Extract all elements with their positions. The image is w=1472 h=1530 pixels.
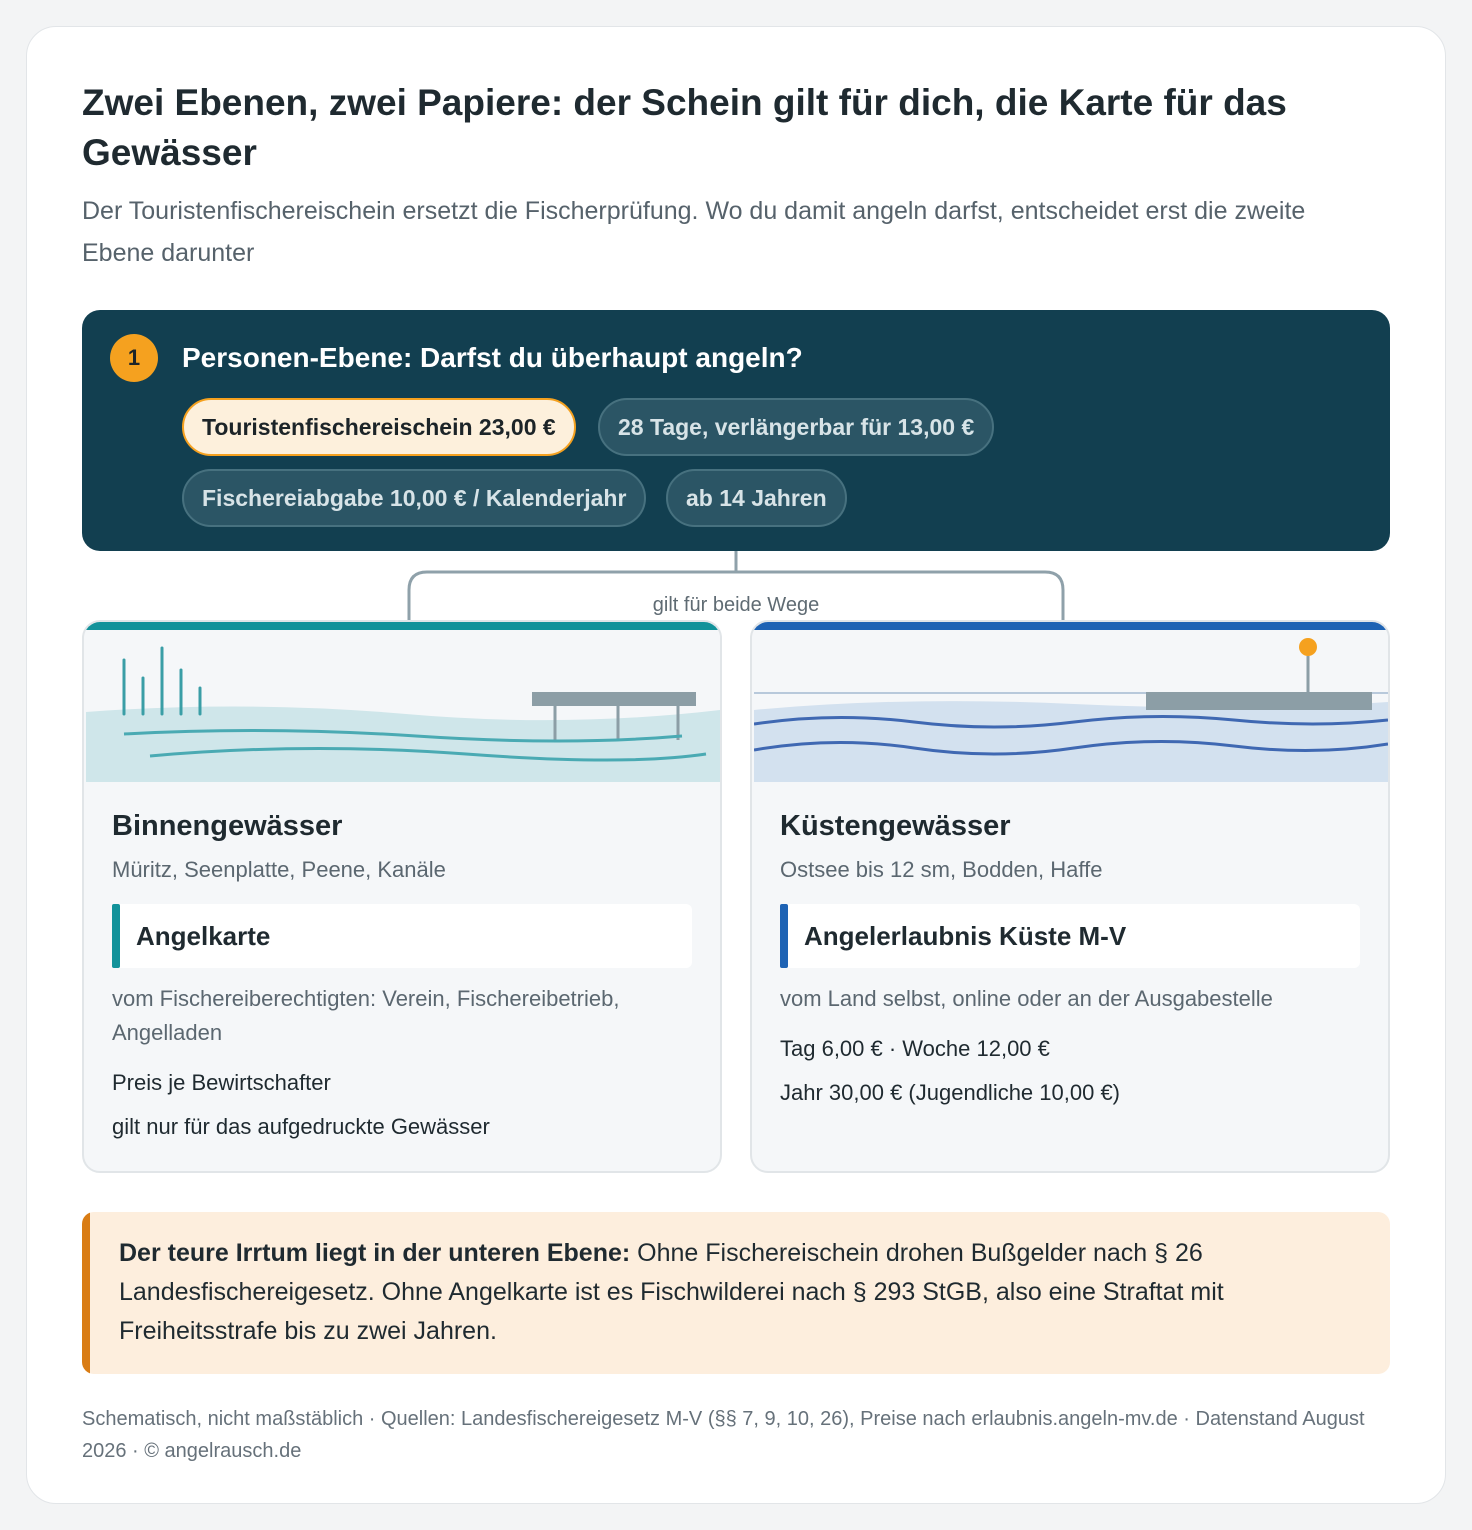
coastal-subtitle: Ostsee bis 12 sm, Bodden, Haffe — [780, 857, 1103, 882]
inland-validity-note: gilt nur für das aufgedruckte Gewässer — [112, 1114, 490, 1139]
inland-document-accent — [112, 904, 120, 968]
coastal-waters-card — [750, 620, 1390, 1173]
inland-price-note: Preis je Bewirtschafter — [112, 1070, 331, 1095]
page-title: Zwei Ebenen, zwei Papiere: der Schein gilt für dich, die Karte für das Gewässer — [82, 82, 1287, 173]
inland-document-label: Angelkarte — [136, 921, 271, 951]
pill-fischereiabgabe: Fischereiabgabe 10,00 € / Kalenderjahr — [182, 469, 646, 527]
person-level-title: Personen-Ebene: Darfst du überhaupt angeln? — [182, 342, 803, 373]
coastal-title: Küstengewässer — [780, 810, 1011, 842]
coastal-issuer: vom Land selbst, online oder an der Ausgabestelle — [780, 986, 1273, 1011]
warning-callout — [82, 1212, 1390, 1374]
pill-duration: 28 Tage, verlängerbar für 13,00 € — [598, 398, 994, 456]
warning-accent-bar — [82, 1212, 90, 1374]
coastal-document-accent — [780, 904, 788, 968]
warning-text — [119, 1234, 1359, 1351]
inland-title: Binnengewässer — [112, 810, 343, 842]
page-subtitle: Der Touristenfischereischein ersetzt die Fischerprüfung. Wo du damit angeln darfst, entscheidet erst die zweite Ebene darunter — [82, 197, 1306, 267]
pill-touristenfischereischein: Touristenfischereischein 23,00 € — [182, 398, 576, 456]
coastal-document-label: Angelerlaubnis Küste M-V — [804, 921, 1127, 951]
inland-accent-bar — [84, 622, 720, 630]
warning-lead: Der teure Irrtum liegt in der unteren Ebene: — [119, 1239, 631, 1267]
inland-document-box — [112, 904, 692, 968]
coastal-accent-bar — [752, 622, 1388, 630]
sea-illustration — [754, 630, 1388, 782]
inland-waters-card — [82, 620, 722, 1173]
coastal-price-day-week: Tag 6,00 € · Woche 12,00 € — [780, 1036, 1050, 1061]
coastal-document-box — [780, 904, 1360, 968]
warning-body: Ohne Fischereischein drohen Bußgelder nach § 26 Landesfischereigesetz. Ohne Angelkarte ist es Fischwilderei nach § 293 StGB, also eine Straftat mit Freiheitsstrafe bis zu zwei Jahren. — [119, 1239, 1224, 1345]
connector-label: gilt für beide Wege — [600, 592, 872, 618]
source-footer: Schematisch, nicht maßstäblich · Quellen: Landesfischereigesetz M-V (§§ 7, 9, 10, 26), Preise nach erlaubnis.angeln-mv.de · Datenstand August 2026 · © angelrausch.de — [82, 1408, 1365, 1462]
lake-illustration — [86, 630, 720, 782]
coastal-price-year: Jahr 30,00 € (Jugendliche 10,00 €) — [780, 1080, 1121, 1105]
person-level-panel — [82, 310, 1390, 551]
level-number-badge: 1 — [110, 334, 158, 382]
inland-subtitle: Müritz, Seenplatte, Peene, Kanäle — [112, 857, 446, 882]
inland-issuer: vom Fischereiberechtigten: Verein, Fischereibetrieb, Angelladen — [112, 986, 620, 1045]
pill-min-age: ab 14 Jahren — [666, 469, 847, 527]
